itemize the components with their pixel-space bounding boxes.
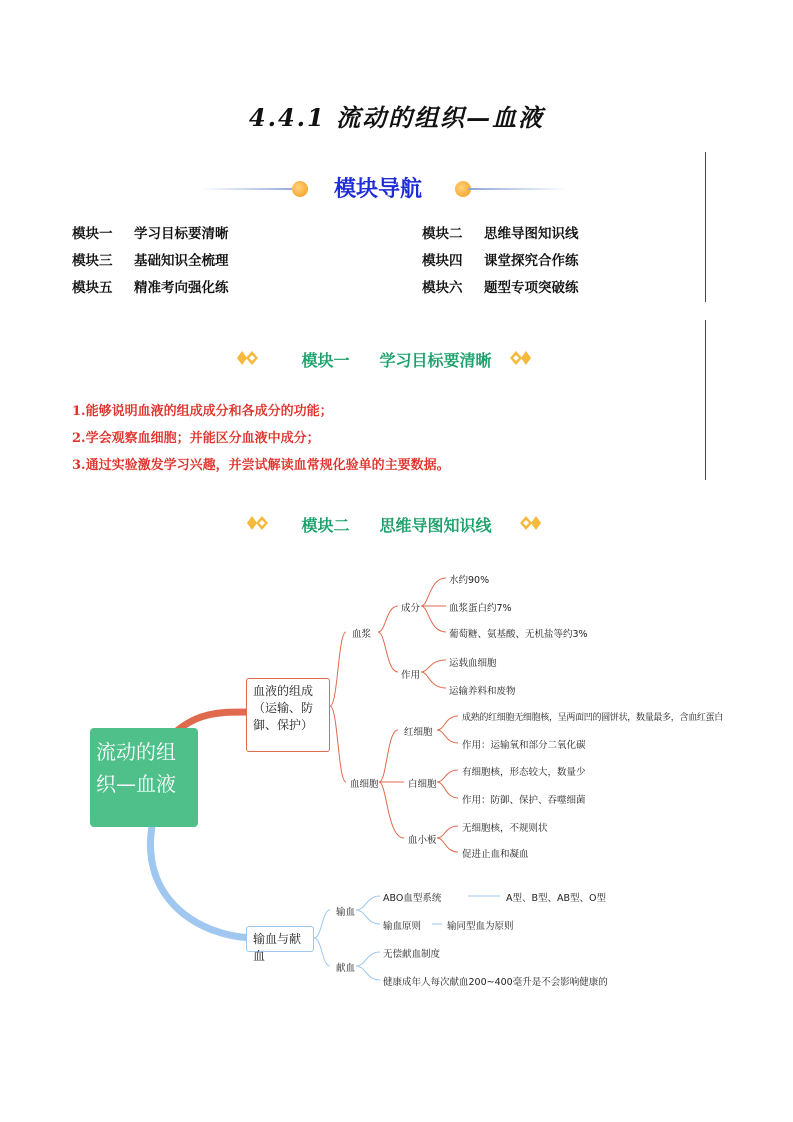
- nav-heading: 模块导航: [333, 177, 422, 202]
- mindmap-leaf: 水约90%: [449, 575, 490, 586]
- mindmap-leaf: 无细胞核，不规则状: [462, 823, 548, 834]
- mindmap-root: 流动的组织—血液: [90, 728, 198, 827]
- mindmap-node-wbc: 白细胞: [408, 779, 437, 790]
- mindmap-node-platelet: 血小板: [408, 835, 437, 846]
- mindmap-branch-composition: 血液的组成（运输、防御、保护）: [246, 678, 330, 752]
- mindmap-node-donation: 献血: [336, 963, 356, 974]
- mindmap-branch-transfusion: 输血与献血: [246, 926, 314, 952]
- mindmap-leaf: 健康成年人每次献血200~400毫升是不会影响健康的: [383, 977, 608, 988]
- mindmap-leaf: A型、B型、AB型、O型: [506, 893, 607, 904]
- mindmap-leaf: 血浆蛋白约7%: [449, 603, 512, 614]
- section-heading-2: 模块二 思维导图知识线: [301, 516, 492, 535]
- mindmap-leaf: 作用：防御、保护、吞噬细菌: [462, 795, 586, 806]
- mindmap-node-plasma: 血浆: [352, 629, 372, 640]
- section-heading-1: 模块一 学习目标要清晰: [301, 351, 492, 370]
- mindmap-node-plasma-composition: 成分: [401, 603, 421, 614]
- mindmap-leaf: 作用：运输氧和部分二氧化碳: [462, 740, 586, 751]
- nav-item-5[interactable]: 模块五 精准考向强化练: [72, 280, 229, 296]
- mindmap-leaf: 输同型血为原则: [447, 921, 514, 932]
- mindmap-node-abo: ABO血型系统: [383, 893, 442, 904]
- mindmap-leaf: 运载血细胞: [449, 658, 497, 669]
- goal-item: 2.学会观察血细胞；并能区分血液中成分；: [72, 431, 320, 446]
- goal-item: 3.通过实验激发学习兴趣，并尝试解读血常规化验单的主要数据。: [72, 458, 450, 473]
- nav-item-1[interactable]: 模块一 学习目标要清晰: [72, 226, 229, 242]
- mindmap-leaf: 运输养料和废物: [449, 686, 516, 697]
- nav-item-4[interactable]: 模块四 课堂探究合作练: [422, 253, 579, 269]
- nav-item-6[interactable]: 模块六 题型专项突破练: [422, 280, 579, 296]
- mindmap-node-blood-cells: 血细胞: [350, 779, 379, 790]
- page-title: 4.4.1 流动的组织—血液: [248, 103, 545, 132]
- mindmap-leaf: 无偿献血制度: [383, 949, 441, 960]
- nav-item-3[interactable]: 模块三 基础知识全梳理: [72, 253, 229, 269]
- mindmap-leaf: 葡萄糖、氨基酸、无机盐等约3%: [449, 629, 588, 640]
- mindmap-node-principle: 输血原则: [383, 921, 422, 932]
- goal-item: 1.能够说明血液的组成成分和各成分的功能；: [72, 404, 333, 419]
- nav-item-2[interactable]: 模块二 思维导图知识线: [422, 226, 579, 242]
- mindmap-leaf: 成熟的红细胞无细胞核，呈两面凹的圆饼状，数量最多，含血红蛋白: [462, 713, 724, 723]
- mindmap-leaf: 促进止血和凝血: [462, 849, 529, 860]
- mindmap-leaf: 有细胞核，形态较大，数量少: [462, 767, 586, 778]
- mindmap-node-plasma-function: 作用: [401, 670, 421, 681]
- mindmap-node-transfusion: 输血: [336, 907, 356, 918]
- mindmap-node-rbc: 红细胞: [404, 727, 433, 738]
